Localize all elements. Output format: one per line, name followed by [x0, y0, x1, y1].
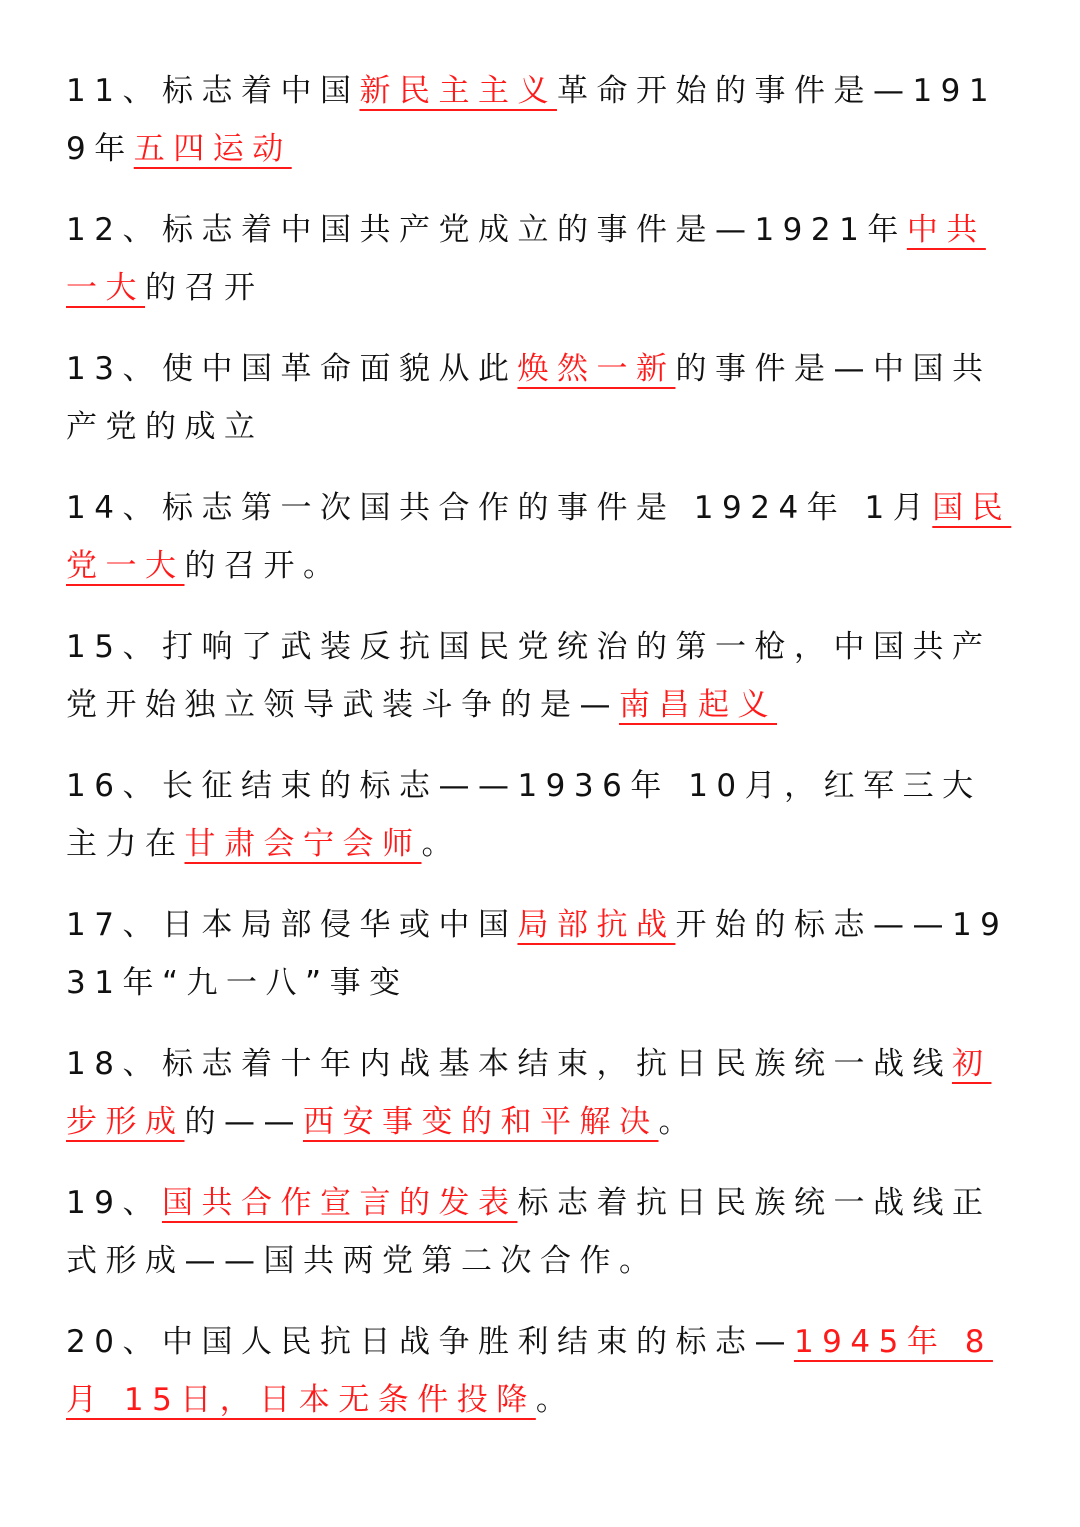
list-item-15: [66, 618, 1014, 734]
text-segment: 12、标志着中国共产党成立的事件是—1921年: [66, 212, 907, 248]
text-segment: 15、打响了武装反抗国民党统治的第一枪，中国共产党开始独立领导武装斗争的是—: [66, 629, 992, 723]
highlighted-answer: 甘肃会宁会师: [184, 826, 422, 862]
highlighted-answer: 局部抗战: [517, 907, 676, 943]
highlighted-answer: 初步形成: [66, 1046, 992, 1140]
list-item-17: [66, 896, 1014, 1012]
highlighted-answer: 1945年 8月 15日，日本无条件投降: [66, 1324, 993, 1418]
highlighted-answer: 焕然一新: [517, 351, 676, 387]
text-segment: 的——: [184, 1104, 303, 1140]
text-segment: 19、: [66, 1185, 162, 1221]
highlighted-answer: 南昌起义: [619, 687, 777, 723]
text-segment: 的召开: [145, 270, 264, 306]
list-item-11: [66, 62, 1014, 178]
highlighted-answer: 中共一大: [66, 212, 986, 306]
text-segment: 的事件是—中国共产党的成立: [66, 351, 992, 445]
text-segment: 标志着抗日民族统一战线正式形成——国共两党第二次合作。: [66, 1185, 992, 1279]
text-segment: 11、标志着中国: [66, 73, 360, 109]
list-item-19: [66, 1174, 1014, 1290]
text-segment: 。: [421, 826, 461, 862]
text-segment: 开始的标志——1931年“九一八”事变: [66, 907, 1009, 1001]
text-segment: 20、中国人民抗日战争胜利结束的标志—: [66, 1324, 794, 1360]
highlighted-answer: 国共合作宣言的发表: [161, 1185, 518, 1221]
text-segment: 16、长征结束的标志——1936年 10月，红军三大主力在: [66, 768, 982, 862]
text-segment: 14、标志第一次国共合作的事件是 1924年 1月: [66, 490, 933, 526]
list-item-12: [66, 201, 1014, 317]
text-segment: 13、使中国革命面貌从此: [66, 351, 518, 387]
text-segment: 革命开始的事件是—1919年: [66, 73, 998, 167]
highlighted-answer: 五四运动: [133, 131, 292, 167]
highlighted-answer: 西安事变的和平解决: [303, 1104, 659, 1140]
text-segment: 。: [535, 1382, 576, 1418]
list-item-13: [66, 340, 1014, 456]
list-item-20: [66, 1313, 1014, 1429]
highlighted-answer: 国民党一大: [66, 490, 1012, 584]
text-segment: 18、标志着十年内战基本结束，抗日民族统一战线: [66, 1046, 952, 1082]
text-segment: 的召开。: [184, 548, 343, 584]
document-page: [66, 62, 1014, 1452]
text-segment: 17、日本局部侵华或中国: [66, 907, 518, 943]
highlighted-answer: 新民主主义: [359, 73, 557, 109]
list-item-14: [66, 479, 1014, 595]
text-segment: 。: [658, 1104, 698, 1140]
list-item-18: [66, 1035, 1014, 1151]
list-item-16: [66, 757, 1014, 873]
